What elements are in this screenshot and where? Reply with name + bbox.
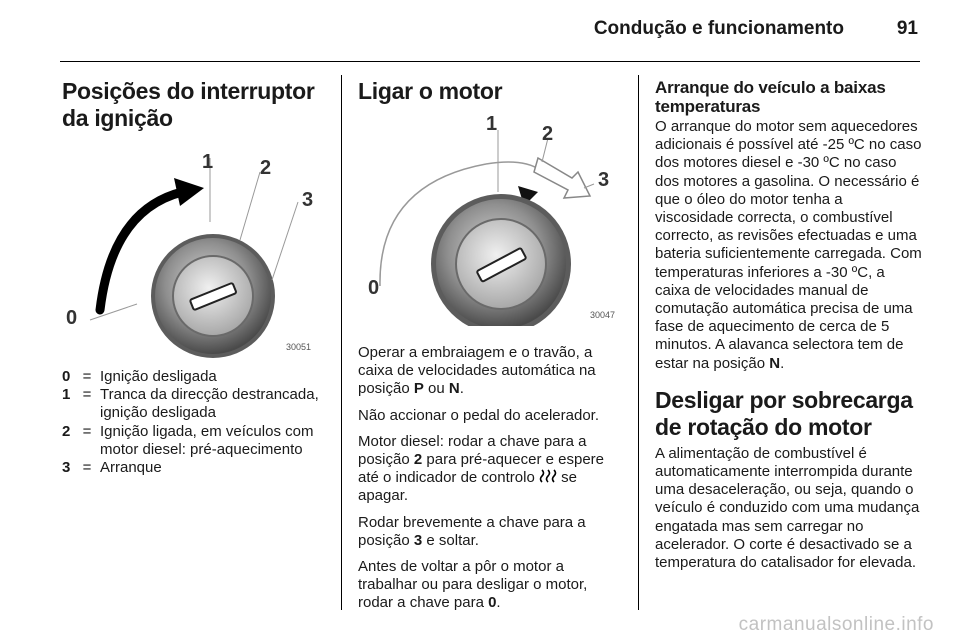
figure-code: 30047 [590, 310, 616, 320]
legend-equals: = [82, 368, 92, 385]
legend-value: Tranca da direcção destrancada, ignição desligada [100, 386, 319, 422]
watermark: carmanualsonline.info [738, 614, 934, 635]
section-title: Condução e funcionamento [593, 18, 844, 39]
heading-overrun-cutoff: Desligar por sobrecarga de rotação do motor [655, 386, 913, 440]
paragraph: A alimentação de combustível é automaticamente interrompida durante uma desaceleração, ou seja, quando o veículo é conduzido com uma mudança engatada mas sem carregar no acelerador. O corte é desactivado se a temperatura do catalisador for elevada. [655, 444, 920, 572]
figure-label-0: 0 [368, 277, 380, 299]
legend-equals: = [82, 422, 92, 440]
column-divider-1 [341, 75, 342, 610]
heading-ignition-positions: Posições do interruptor da ignição [62, 78, 315, 131]
start-engine-text [358, 344, 626, 613]
legend-key: 0 [62, 368, 71, 385]
figure-label-2: 2 [542, 123, 554, 145]
legend-value: Ignição ligada, em veículos com motor diesel: pré-aquecimento [100, 422, 314, 458]
heading-cold-start: Arranque do veículo a baixas temperaturas [655, 78, 886, 116]
ignition-switch-figure [62, 140, 328, 360]
legend-value: Ignição desligada [100, 368, 217, 385]
header-rule [60, 61, 920, 62]
ignition-legend [62, 368, 328, 477]
legend-equals: = [82, 459, 92, 477]
legend-equals: = [82, 386, 92, 404]
paragraph: O arranque do motor sem aquecedores adicionais é possível até -25 ºC no caso dos motores diesel e -30 ºC no caso dos motores a gasolina. O necessário é que o óleo do motor tenha a viscosidade correcta, o combustível correcto, as revisões efectuadas e uma bateria suficientemente carregada. Com temperaturas inferiores a -30 ºC, a caixa de velocidades manual de comutação automática precisa de uma fase de aquecimento de cerca de 5 minutos. A alavanca selectora tem de estar na posição N. [655, 118, 922, 372]
page-number: 91 [896, 18, 918, 39]
figure-label-1: 1 [202, 151, 214, 173]
legend-key: 2 [62, 422, 71, 440]
legend-row [62, 423, 328, 459]
paragraph: Antes de voltar a pôr o motor a trabalhar ou para desligar o motor, rodar a chave para 0. [358, 558, 588, 612]
column-start-engine [358, 78, 626, 613]
paragraph: Rodar brevemente a chave para a posição 3 e soltar. [358, 513, 586, 549]
running-head [0, 18, 960, 48]
figure-label-2: 2 [260, 157, 272, 179]
figure-label-3: 3 [598, 169, 610, 191]
paragraph: Operar a embraiagem e o travão, a caixa de velocidades automática na posição P ou N. [358, 344, 596, 398]
legend-key: 3 [62, 459, 71, 477]
column-divider-2 [638, 75, 639, 610]
legend-row [62, 459, 328, 477]
glow-plug-icon [539, 469, 557, 483]
column-cold-start [655, 78, 923, 572]
figure-label-3: 3 [302, 189, 314, 211]
heading-start-engine: Ligar o motor [358, 78, 503, 104]
paragraph: Motor diesel: rodar a chave para a posição 2 para pré-aquecer e espere até o indicador de controlo se apagar. [358, 432, 604, 505]
figure-code: 30051 [286, 342, 312, 352]
legend-key: 1 [62, 386, 71, 404]
paragraph: Não accionar o pedal do acelerador. [358, 406, 599, 424]
start-engine-figure [358, 110, 626, 326]
legend-value: Arranque [100, 459, 162, 477]
figure-label-0: 0 [66, 307, 78, 329]
figure-label-1: 1 [486, 113, 498, 135]
column-ignition-positions [62, 78, 328, 477]
legend-row [62, 386, 328, 422]
legend-row [62, 368, 328, 386]
